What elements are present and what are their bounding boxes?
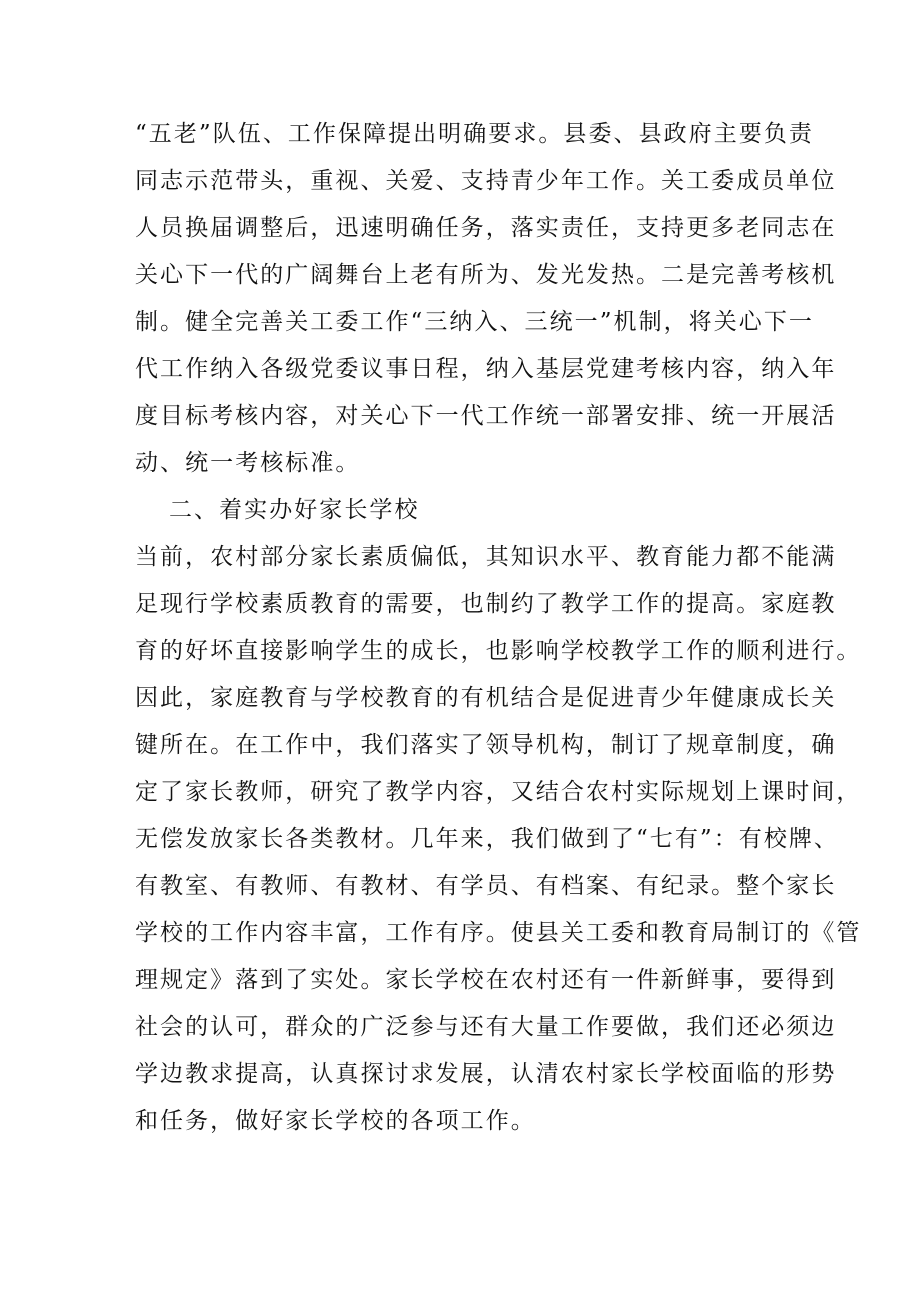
text-line: 键所在。在工作中，我们落实了领导机构，制订了规章制度，确 <box>135 732 837 758</box>
text-line: 定了家长教师，研究了教学内容，又结合农村实际规划上课时间， <box>135 779 862 805</box>
section-heading: 二、着实办好家长学校 <box>169 497 420 523</box>
document-page <box>135 111 862 1145</box>
text-line: 学边教求提高，认真探讨求发展，认清农村家长学校面临的形势 <box>135 1061 837 1087</box>
text-line: 当前，农村部分家长素质偏低，其知识水平、教育能力都不能满 <box>135 544 837 570</box>
text-line: 度目标考核内容，对关心下一代工作统一部署安排、统一开展活 <box>135 403 837 429</box>
text-line: 因此，家庭教育与学校教育的有机结合是促进青少年健康成长关 <box>135 685 837 711</box>
text-line: 同志示范带头，重视、关爱、支持青少年工作。关工委成员单位 <box>135 168 837 194</box>
text-line: 人员换届调整后，迅速明确任务，落实责任，支持更多老同志在 <box>135 215 837 241</box>
text-line: 动、统一考核标准。 <box>135 450 361 476</box>
paragraph-work-mechanism <box>135 111 837 487</box>
text-line: 和任务，做好家长学校的各项工作。 <box>135 1108 536 1134</box>
text-line: 育的好坏直接影响学生的成长，也影响学校教学工作的顺利进行。 <box>135 638 862 664</box>
text-line: 制。健全完善关工委工作“三纳入、三统一”机制，将关心下一 <box>135 309 814 335</box>
text-line: 社会的认可，群众的广泛参与还有大量工作要做，我们还必须边 <box>135 1014 837 1040</box>
text-line: 无偿发放家长各类教材。几年来，我们做到了“七有”：有校牌、 <box>135 826 839 852</box>
text-line: 足现行学校素质教育的需要，也制约了教学工作的提高。家庭教 <box>135 591 837 617</box>
text-line: 有教室、有教师、有教材、有学员、有档案、有纪录。整个家长 <box>135 873 837 899</box>
text-line: “五老”队伍、工作保障提出明确要求。县委、县政府主要负责 <box>135 121 814 147</box>
paragraph-parent-school <box>135 534 862 1145</box>
text-line: 理规定》落到了实处。家长学校在农村还有一件新鲜事，要得到 <box>135 967 837 993</box>
text-line: 学校的工作内容丰富，工作有序。使县关工委和教育局制订的《管 <box>135 920 862 946</box>
text-line: 代工作纳入各级党委议事日程，纳入基层党建考核内容，纳入年 <box>135 356 837 382</box>
text-line: 关心下一代的广阔舞台上老有所为、发光发热。二是完善考核机 <box>135 262 837 288</box>
